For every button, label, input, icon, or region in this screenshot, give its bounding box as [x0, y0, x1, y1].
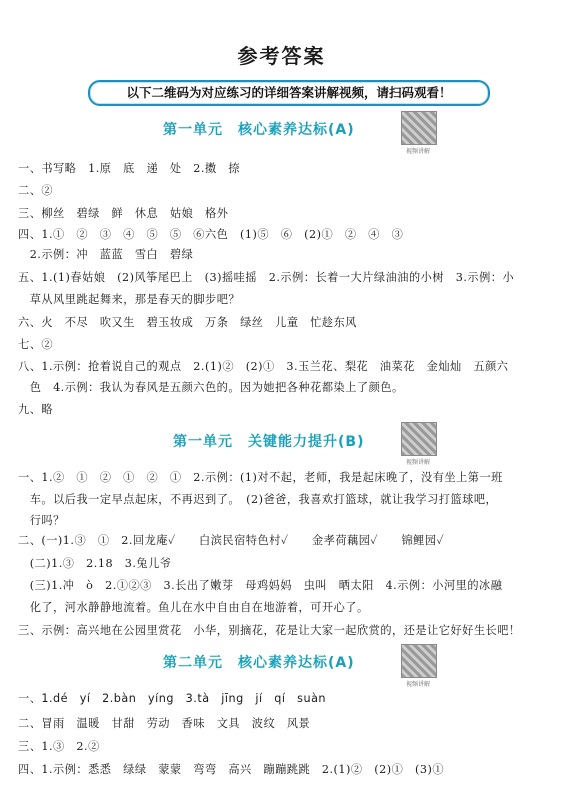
answer-line: 二、(一)1.③ ① 2.回龙庵✓ 白滨民宿特色村✓ 金孝荷藕园✓ 锦鲤园✓ [18, 534, 445, 547]
answer-line: 四、1.示例：悉悉 绿绿 蒙蒙 弯弯 高兴 蹦蹦跳跳 2.(1)② (2)① (3)① [18, 763, 445, 776]
section-heading-3: 第二单元 核心素养达标(A) [163, 655, 355, 671]
answer-line-alt: 三、柳丝 碧空 ⑫无云 ③引注 ⑤⑤ ⑥六色 [18, 783, 51, 784]
qr-caption: 视频讲解 [405, 459, 430, 466]
answer-line: 三、示例：高兴地在公园里赏花 小华，别摘花，花是让大家一起欣赏的，还是让它好好生长吧！ [18, 624, 521, 637]
answer-line: 一、1.② ① ② ① ② ① 2.示例：(1)对不起，老师，我是起床晚了，没有坐上第一班 [18, 471, 503, 484]
qr-code-icon[interactable] [401, 644, 437, 678]
answer-line: (三)1.冲 ò 2.①②③ 3.长出了嫩芽 母鸡妈妈 虫叫 晒太阳 4.示例：小河里的冰融 [18, 579, 503, 592]
answer-line: 三、柳丝 碧绿 鲜 休息 姑娘 格外 [18, 207, 229, 220]
qr-caption: 视频讲解 [405, 148, 430, 155]
answer-line: 一、书写略 1.原 底 递 处 2.擞 捺 [18, 162, 241, 175]
answer-line: 一、1.dé yí 2.bàn yíng 3.tà jīng jí qí suàn [18, 692, 327, 705]
answer-line: 四、1.① ② ③ ④ ⑤ ⑤ ⑥六色 (1)⑤ ⑥ (2)① ② ④ ③ [18, 228, 404, 241]
answer-line: 九、略 [18, 403, 54, 416]
qr-caption: 视频讲解 [405, 681, 430, 688]
answer-line: 2.示例：冲 蓝蓝 雪白 碧绿 [18, 248, 194, 261]
answer-line: 三、1.③ 2.② [18, 740, 100, 753]
answer-line: 色 4.示例：我认为春风是五颜六色的。因为她把各种花都染上了颜色。 [18, 381, 404, 394]
answer-line: 行吗？ [18, 514, 65, 527]
answer-line: 六、火 不尽 吹又生 碧玉妆成 万条 绿丝 儿童 忙趁东风 [18, 316, 357, 329]
qr-code-icon[interactable] [401, 111, 437, 145]
qr-code-icon[interactable] [401, 422, 437, 456]
answer-line: 七、② [18, 338, 54, 351]
answer-line: (二)1.③ 2.18 3.兔儿爷 [18, 557, 172, 570]
answer-line: 化了，河水静静地流着。鱼儿在水中自由自在地游着，可开心了。 [18, 601, 369, 614]
section-heading-1: 第一单元 核心素养达标(A) [163, 122, 355, 138]
answer-line: 八、1.示例：抢着说自己的观点 2.(1)② (2)① 3.玉兰花、梨花 油菜花 金灿灿 五颜六 [18, 360, 509, 373]
answer-line: 二、② [18, 184, 54, 197]
answer-line: 五、1.(1)春姑娘 (2)风筝尾巴上 (3)摇哇摇 2.示例：长着一大片绿油油的小树 3.示例：小 [18, 271, 515, 284]
section-heading-2: 第一单元 关键能力提升(B) [173, 434, 365, 450]
qr-banner: 以下二维码为对应练习的详细答案讲解视频，请扫码观看！ [88, 80, 490, 106]
answer-line: 二、冒雨 温暖 甘甜 劳动 香味 文具 波纹 风景 [18, 717, 311, 730]
answer-line: 车。以后我一定早点起床，不再迟到了。 (2)爸爸，我喜欢打篮球，就让我学习打篮球吧， [18, 493, 498, 506]
answer-line: 草从风里跳起舞来，那是春天的脚步吧？ [18, 293, 241, 306]
page-title: 参考答案 [237, 44, 326, 68]
